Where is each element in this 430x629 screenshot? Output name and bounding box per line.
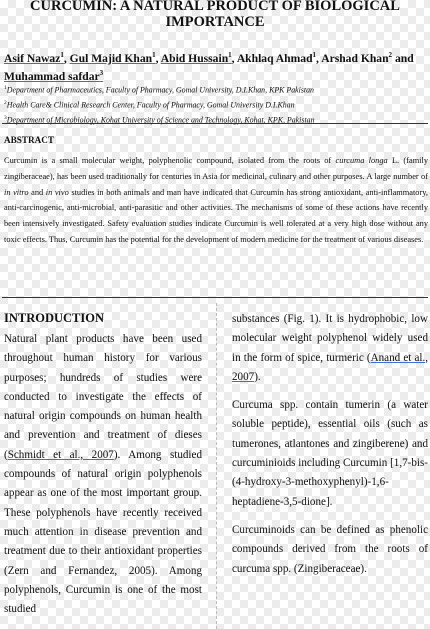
citation-anand[interactable]: Anand et al., 2007 (232, 351, 429, 383)
author-4: Akhlaq Ahmad$^1$ (236, 51, 317, 65)
intro-paragraph-1: Natural plant products have been used throughout human history for various purposes; hundreds of studies were conducted to investigate the effects of natural origin compounds on human health and prevention and treatment of dieses (Schmidt et al., 2007). Among studied compounds of natural origin polyphenols appear as one of the most important group. These polyphenols have recently received much attention in disease prevention and treatment due to their antioxidant properties (Zern and Fernandez, 2005). Among polyphenols, Curcumin is one of the most studied (4, 333, 202, 616)
introduction-heading: INTRODUCTION (4, 311, 105, 325)
intro-paragraph-3: Curcuminoids can be defined as phenolic compounds derived from the roots of curcuma spp. (Zingiberaceae). (232, 523, 428, 575)
author-list: Asif Nawaz$^1$, Gul Majid Khan$^1$, Abid Hussain$^1$, Akhlaq Ahmad$^1$, Arshad Khan$^2$ and Muhammad safdar$^3$ (4, 51, 414, 83)
author-1: Asif Nawaz$^1$ (4, 51, 64, 65)
author-6: Muhammad safdar$^3$ (4, 68, 104, 83)
title-line-2: IMPORTANCE (165, 14, 265, 30)
divider-top (2, 123, 428, 124)
paper-title (0, 0, 430, 30)
citation-schmidt[interactable]: Schmidt et al., 2007 (7, 448, 114, 461)
abstract-text: Curcumin is a small molecular weight, polyphenolic compound, isolated from the roots of curcuma longa L. (family zingiberaceae), has been used traditionally for centuries in Asia for medicinal, culinary and other purposes. A large number of in vitro and in vivo studies in both animals and man have indicated that Curcumin has strong antioxidant, anti-inflammatory, anti-carcinogenic, anti-microbial, anti-parasitic and other activities. The mechanisms of some of these actions have recently been intensively investigated. Safety evaluation studies indicate Curcumin is well tolerated at a very high dose without any toxic effects. Thus, Curcumin has the potential for the development of modern medicine for the treatment of various diseases. (4, 156, 428, 244)
introduction-left-column (4, 330, 202, 619)
author-3: Abid Hussain$^1$ (160, 51, 232, 65)
title-line-1: CURCUMIN: A NATURAL PRODUCT OF BIOLOGICAL (30, 0, 400, 14)
affiliation-2: $^2$Health Care& Clinical Research Center, Faculty of Pharmacy, Gomal University D.I.Khan (4, 100, 295, 110)
abstract-heading: ABSTRACT (4, 135, 55, 145)
affiliation-3: $^3$Department of Microbiology, Kohat University of Science and Technology, Kohat, KPK, Pakistan (4, 115, 315, 126)
intro-paragraph-2: Curcuma spp. contain tumerin (a water soluble peptide), essential oils (such as tumerones, atlantones and zingiberene) and curcuminioids including Curcumin [1,7-bis-(4-hydroxy-3-methoxyphenyl)-1,6-heptadiene-3,5-dione]. (232, 399, 428, 508)
author-5: Arshad Khan$^2$ (321, 51, 393, 65)
column-separator (216, 303, 217, 629)
intro-paragraph-1-cont: substances (Fig. 1). It is hydrophobic, low molecular weight polyphenol widely used in the form of spice, turmeric (Anand et al., 2007). (232, 313, 429, 383)
affiliation-1: $^1$Department of Pharmaceutics, Faculty of Pharmacy, Gomal University, D.I.Khan, KPK Pakistan (4, 85, 315, 95)
affiliation-list (4, 82, 428, 128)
introduction-right-column (232, 310, 428, 579)
author-2: Gul Majid Khan$^1$ (69, 51, 156, 65)
divider-abstract (2, 297, 428, 298)
